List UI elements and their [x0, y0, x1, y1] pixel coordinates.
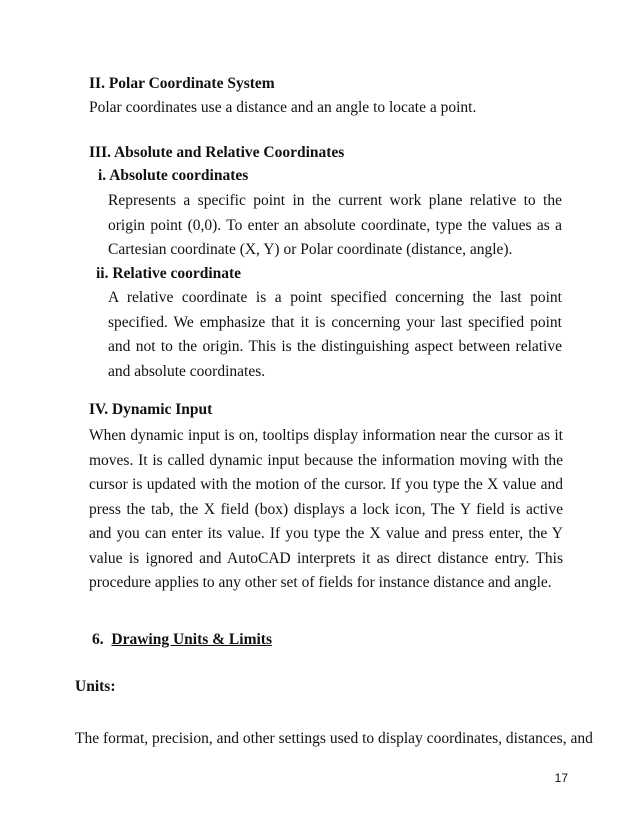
paragraph-polar-coordinates: Polar coordinates use a distance and an angle to locate a point.	[89, 99, 477, 116]
paragraph-dynamic-input: When dynamic input is on, tooltips display information near the cursor as it moves. It is called dynamic input because the information moving with the cursor is updated with the motion of the cursor. If you type the X value and press the tab, the X field (box) displays a lock icon, The Y field is active and you can enter its value. If you type the X value and press enter, the Y value is ignored and AutoCAD interprets it as direct distance entry. This procedure applies to any other set of fields for instance distance and angle.	[89, 427, 563, 591]
section-title-drawing-units-limits: Drawing Units & Limits	[111, 631, 272, 648]
paragraph-absolute-coordinates: Represents a specific point in the current work plane relative to the origin point (0,0). To enter an absolute coordinate, type the values as a Cartesian coordinate (X, Y) or Polar coordinate (distance, angle).	[108, 192, 562, 258]
paragraph-relative-coordinate: A relative coordinate is a point specified concerning the last point specified. We emphasize that it is concerning your last specified point and not to the origin. This is the distinguishing aspect between relative and absolute coordinates.	[108, 289, 562, 380]
page-number: 17	[554, 771, 568, 785]
subheading-absolute-coordinates: i. Absolute coordinates	[98, 167, 249, 184]
subheading-relative-coordinate: ii. Relative coordinate	[96, 265, 242, 282]
heading-units: Units:	[75, 678, 116, 695]
paragraph-units: The format, precision, and other settings used to display coordinates, distances, and	[75, 730, 593, 747]
section-number: 6.	[92, 631, 104, 648]
heading-polar-coordinate-system: II. Polar Coordinate System	[89, 75, 275, 92]
heading-drawing-units-limits	[92, 631, 272, 649]
heading-dynamic-input: IV. Dynamic Input	[89, 401, 213, 418]
heading-absolute-relative-coordinates: III. Absolute and Relative Coordinates	[89, 144, 345, 161]
